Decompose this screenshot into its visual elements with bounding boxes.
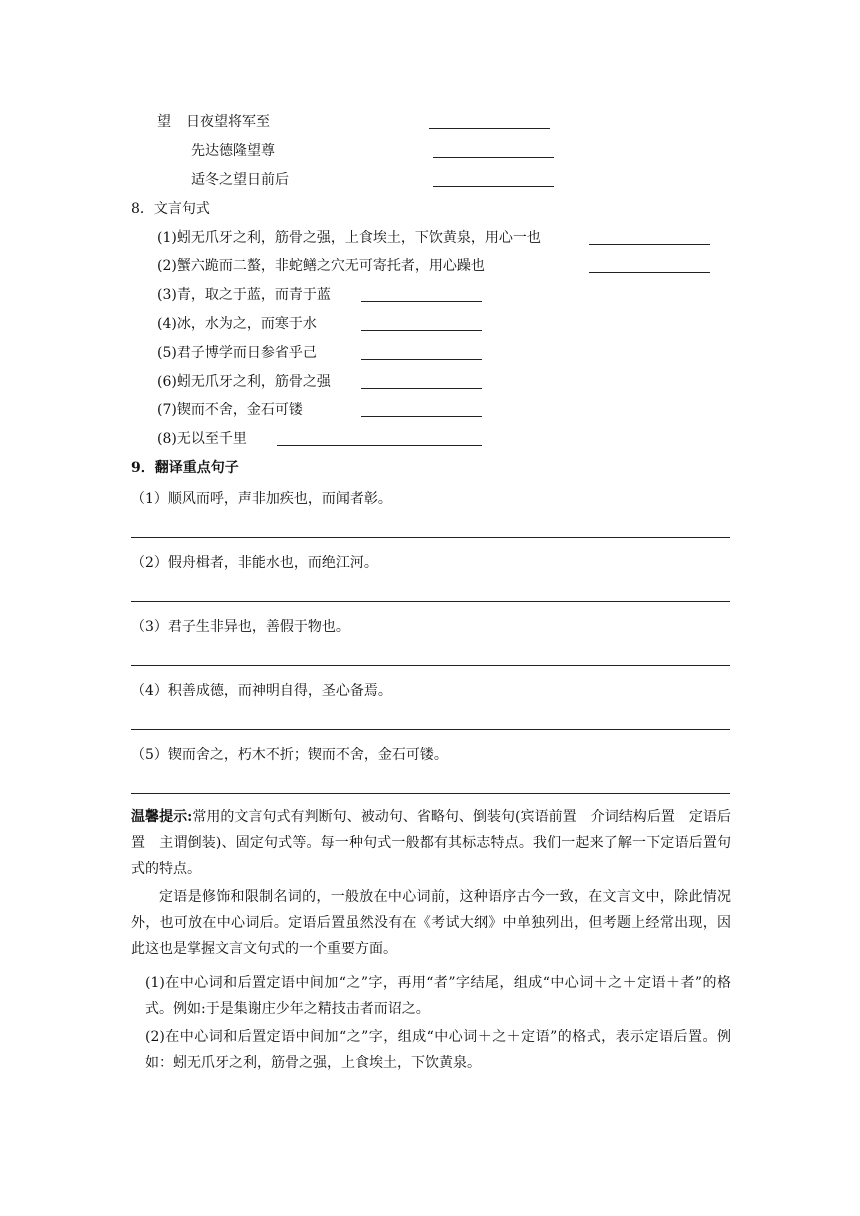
q8-item-8: (8)无以至千里 <box>157 431 247 447</box>
answer-line[interactable] <box>131 537 730 538</box>
tip-point-1: (1)在中心词和后置定语中间加“之”字，再用“者”字结尾，组成“中心词＋之＋定语＋者”的格式。例如:于是集谢庄少年之精技击者而诏之。 <box>145 975 731 1017</box>
q8-item-6: (6)蚓无爪牙之利，筋骨之强 <box>157 374 331 390</box>
tip-text: 常用的文言句式有判断句、被动句、省略句、倒装句(宾语前置 介词结构后置 定语后置 主谓倒装)、固定句式等。每一种句式一般都有其标志特点。我们一起来了解一下定语后置句式的特点。 <box>131 809 731 877</box>
q8-item-7: (7)锲而不舍，金石可镂 <box>157 402 303 418</box>
answer-blank[interactable] <box>361 330 482 331</box>
wang-head: 望 <box>157 114 171 130</box>
tip-paragraph <box>131 804 731 882</box>
q8-item-1: (1)蚓无爪牙之利，筋骨之强，上食埃土，下饮黄泉，用心一也 <box>157 230 541 246</box>
q9-title: 9．翻译重点句子 <box>131 460 239 476</box>
answer-blank[interactable] <box>277 445 482 446</box>
answer-line[interactable] <box>131 665 730 666</box>
q8-item-5: (5)君子博学而日参省乎己 <box>157 345 317 361</box>
answer-blank[interactable] <box>429 128 550 129</box>
wang-item-2: 先达德隆望尊 <box>191 143 275 159</box>
answer-line[interactable] <box>131 729 730 730</box>
q9-item-5: （5）锲而舍之，朽木不折；锲而不舍，金石可镂。 <box>131 747 448 763</box>
answer-line[interactable] <box>131 793 730 794</box>
answer-blank[interactable] <box>361 416 482 417</box>
wang-item-1: 日夜望将军至 <box>186 114 270 130</box>
tip-paragraph-2: 定语是修饰和限制名词的，一般放在中心词前，这种语序古今一致，在文言文中，除此情况外，也可放在中心词后。定语后置虽然没有在《考试大纲》中单独列出，但考题上经常出现，因此这也是掌握文言文句式的一个重要方面。 <box>131 889 731 957</box>
answer-blank[interactable] <box>433 186 554 187</box>
q8-item-4: (4)冰，水为之，而寒于水 <box>157 316 317 332</box>
wang-item-3: 适冬之望日前后 <box>191 172 289 188</box>
q8-item-2: (2)蟹六跪而二螯，非蛇鳝之穴无可寄托者，用心躁也 <box>157 258 485 274</box>
q9-item-1: （1）顺风而呼，声非加疾也，而闻者彰。 <box>131 491 392 507</box>
q9-item-2: （2）假舟楫者，非能水也，而绝江河。 <box>131 555 378 571</box>
q9-item-4: （4）积善成德，而神明自得，圣心备焉。 <box>131 683 392 699</box>
tip-label: 温馨提示: <box>131 809 193 825</box>
answer-blank[interactable] <box>361 359 482 360</box>
tip-point-2: (2)在中心词和后置定语中间加“之”字，组成“中心词＋之＋定语”的格式，表示定语后置。例如：蚓无爪牙之利，筋骨之强，上食埃土，下饮黄泉。 <box>145 1029 731 1071</box>
answer-blank[interactable] <box>361 388 482 389</box>
answer-blank[interactable] <box>589 244 710 245</box>
q8-item-3: (3)青，取之于蓝，而青于蓝 <box>157 287 331 303</box>
answer-line[interactable] <box>131 601 730 602</box>
answer-blank[interactable] <box>589 272 710 273</box>
answer-blank[interactable] <box>433 157 554 158</box>
q9-item-3: （3）君子生非异也，善假于物也。 <box>131 619 350 635</box>
answer-blank[interactable] <box>361 301 482 302</box>
q8-title: 8．文言句式 <box>131 201 210 217</box>
